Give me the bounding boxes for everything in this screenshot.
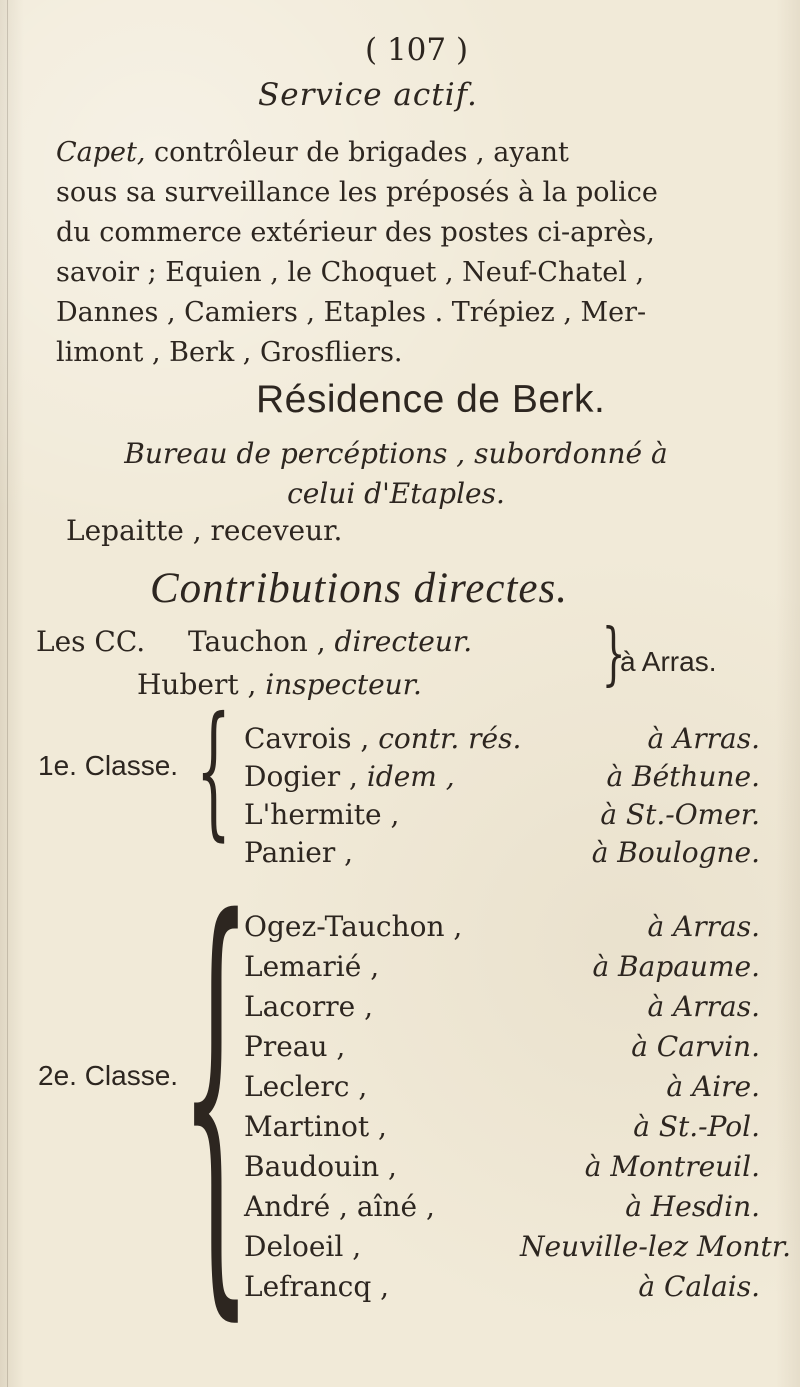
- second-class-entry-8-place: à Hesdin.: [625, 1190, 760, 1223]
- second-class-entry-9: Deloeil ,: [244, 1230, 362, 1263]
- paragraph-line-5: Dannes , Camiers , Etaples . Trépiez , Mer-: [56, 297, 647, 328]
- entry-name: Cavrois ,: [244, 722, 379, 755]
- first-class-entry-4: [244, 836, 353, 869]
- second-class-entry-3-place: à Arras.: [647, 990, 760, 1023]
- paragraph-line-2: sous sa surveillance les préposés à la police: [56, 177, 658, 208]
- second-class-entry-2: Lemarié ,: [244, 950, 380, 983]
- entry-name: Dogier ,: [244, 760, 367, 793]
- second-class-entry-1-place: à Arras.: [647, 910, 760, 943]
- entry-name: L'hermite ,: [244, 798, 400, 831]
- paragraph-line-6: limont , Berk , Grosfliers.: [56, 337, 403, 368]
- body-paragraph: [56, 133, 776, 373]
- paragraph-line-1-text: contrôleur de brigades , ayant: [145, 137, 569, 168]
- second-class-entry-2-place: à Bapaume.: [592, 950, 760, 983]
- page-number: ( 107 ): [365, 32, 469, 68]
- first-class-entry-2: [244, 760, 455, 793]
- paragraph-line-3: du commerce extérieur des postes ci-après,: [56, 217, 655, 248]
- paragraph-line-1: [56, 133, 776, 173]
- first-class-brace: {: [196, 686, 232, 855]
- director-name: Tauchon ,: [188, 625, 326, 658]
- cc-prefix: Les CC.: [36, 625, 146, 658]
- cc-place: à Arras.: [620, 646, 717, 677]
- bureau-subheading: [66, 434, 726, 514]
- first-class-entry-2-place: à Béthune.: [606, 760, 760, 793]
- cc-brace-mark: }: [601, 615, 626, 694]
- inspector-title: inspecteur.: [256, 668, 422, 701]
- entry-role: idem ,: [366, 760, 455, 793]
- second-class-entry-5-place: à Aire.: [666, 1070, 760, 1103]
- inspector-line: [137, 668, 422, 701]
- second-class-entry-6-place: à St.-Pol.: [633, 1110, 760, 1143]
- second-class-entry-7: Baudouin ,: [244, 1150, 397, 1183]
- second-class-brace: {: [180, 829, 252, 1356]
- left-margin-shadow: [7, 0, 8, 1387]
- bureau-line-1: Bureau de percéptions , subordonné à: [124, 437, 668, 470]
- second-class-entry-4-place: à Carvin.: [631, 1030, 760, 1063]
- second-class-entry-3: Lacorre ,: [244, 990, 373, 1023]
- inspector-name: Hubert ,: [137, 668, 257, 701]
- second-class-entry-1: Ogez-Tauchon ,: [244, 910, 463, 943]
- contributions-heading: Contributions directes.: [150, 565, 568, 612]
- section-title: Service actif.: [258, 77, 478, 113]
- residence-heading: Résidence de Berk.: [256, 378, 606, 421]
- first-class-label: 1e. Classe.: [38, 750, 179, 781]
- entry-role: contr. rés.: [378, 722, 522, 755]
- director-title: directeur.: [325, 625, 473, 658]
- bureau-line-2: celui d'Etaples.: [287, 477, 505, 510]
- second-class-entry-10-place: à Calais.: [638, 1270, 760, 1303]
- second-class-entry-9-place: Neuville-lez Montr.: [520, 1230, 792, 1263]
- second-class-entry-7-place: à Montreuil.: [584, 1150, 760, 1183]
- second-class-entry-5: Leclerc ,: [244, 1070, 368, 1103]
- second-class-entry-8: André , aîné ,: [244, 1190, 435, 1223]
- first-class-entry-3: [244, 798, 399, 831]
- second-class-label: 2e. Classe.: [38, 1060, 179, 1091]
- name-capet: Capet,: [56, 137, 146, 168]
- second-class-entry-10: Lefrancq ,: [244, 1270, 390, 1303]
- first-class-entry-1-place: à Arras.: [647, 722, 760, 755]
- first-class-entry-1: [244, 722, 521, 755]
- first-class-entry-3-place: à St.-Omer.: [600, 798, 760, 831]
- receiver-line: Lepaitte , receveur.: [66, 514, 343, 547]
- second-class-entry-4: Preau ,: [244, 1030, 346, 1063]
- first-class-entry-4-place: à Boulogne.: [591, 836, 760, 869]
- director-line: [188, 625, 472, 658]
- entry-name: Panier ,: [244, 836, 354, 869]
- paragraph-line-4: savoir ; Equien , le Choquet , Neuf-Chatel ,: [56, 257, 645, 288]
- second-class-entry-6: Martinot ,: [244, 1110, 387, 1143]
